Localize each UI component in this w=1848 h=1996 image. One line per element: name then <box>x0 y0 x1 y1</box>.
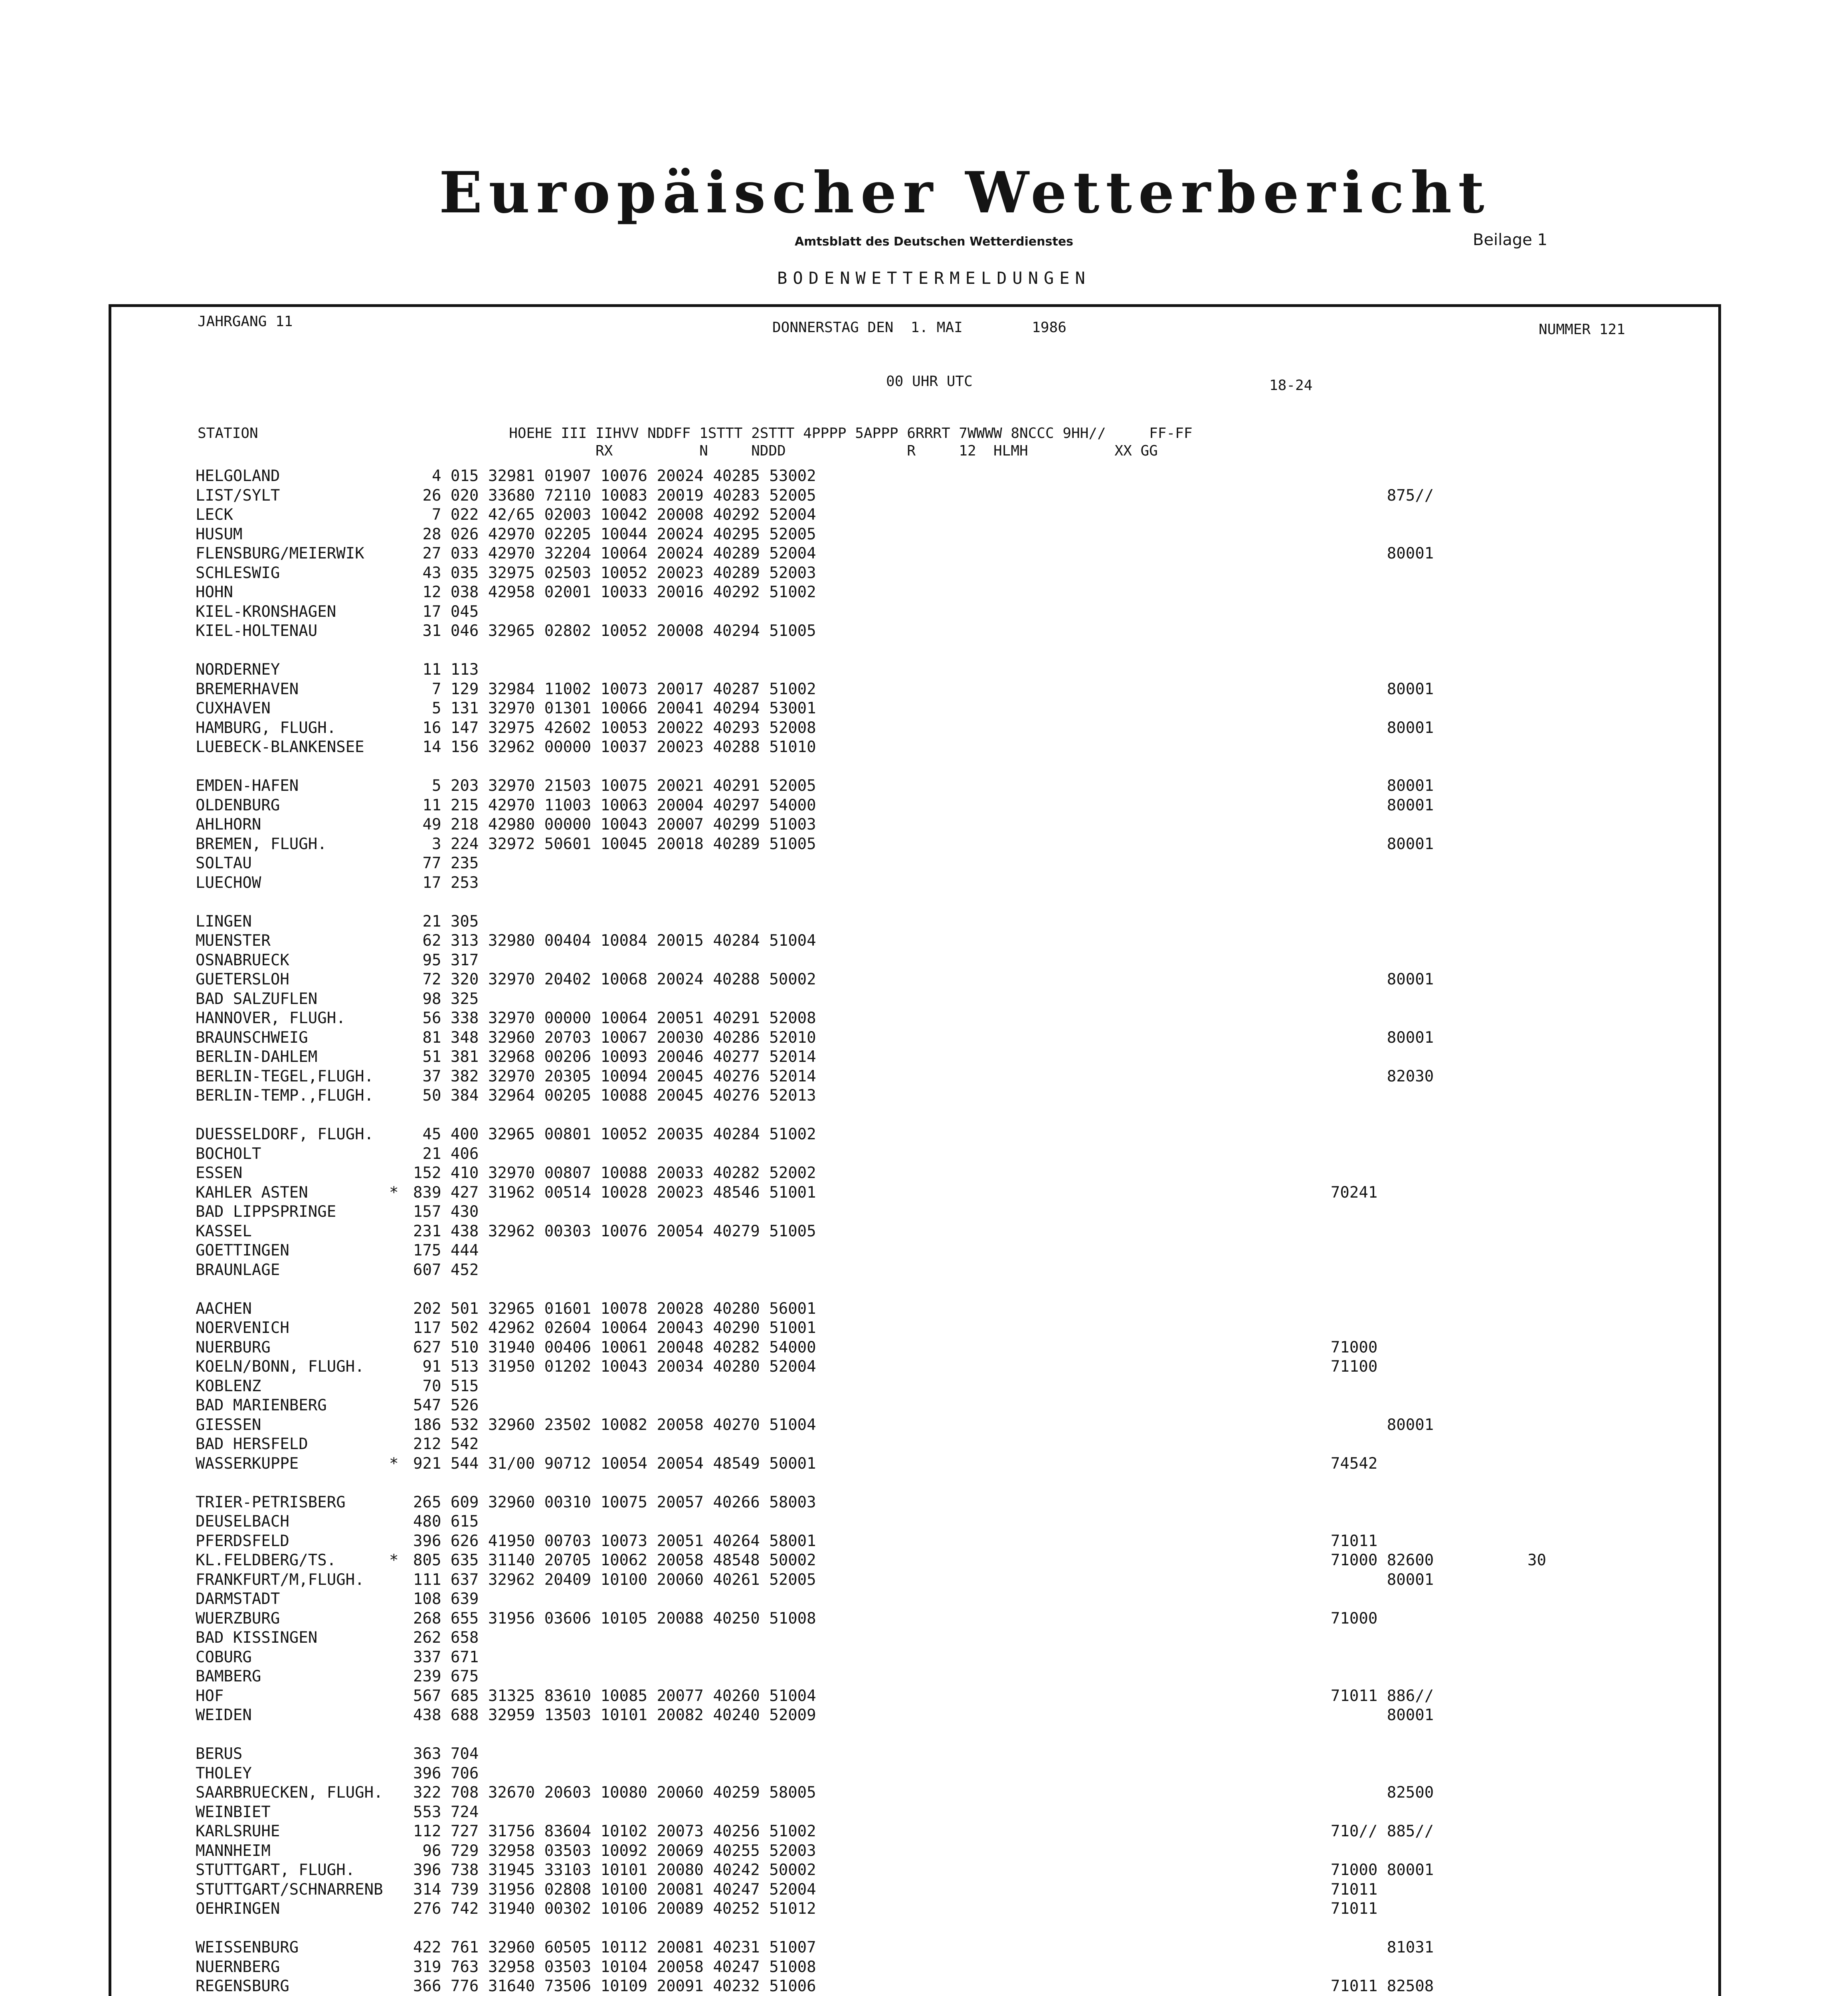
supplement-label: Beilage 1 <box>1473 231 1547 249</box>
station-name: KL.FELDBERG/TS. <box>196 1551 336 1569</box>
station-data: 839 427 31962 00514 10028 20023 48546 51001 <box>413 1183 816 1202</box>
station-name: KOBLENZ <box>196 1377 261 1395</box>
station-name: BAD KISSINGEN <box>196 1629 318 1647</box>
station-data: 51 381 32968 00206 10093 20046 40277 52014 <box>413 1048 816 1066</box>
station-data: 239 675 <box>413 1667 479 1685</box>
station-name: LECK <box>196 506 233 524</box>
column-header-line2: RX N NDDD R 12 HLMH XX GG <box>198 443 1158 459</box>
station-extra-groups: 71011 <box>1293 1880 1378 1899</box>
station-name: BRAUNSCHWEIG <box>196 1028 308 1047</box>
station-name: MANNHEIM <box>196 1842 271 1860</box>
station-name: MUENSTER <box>196 932 271 950</box>
station-extra-groups: 81031 <box>1293 1939 1434 1956</box>
station-name: BERLIN-TEGEL,FLUGH. <box>196 1067 374 1085</box>
station-data: 111 637 32962 20409 10100 20060 40261 52005 <box>413 1570 816 1589</box>
station-name: BAD MARIENBERG <box>196 1396 327 1414</box>
station-extra-groups: 80001 <box>1293 777 1434 795</box>
station-name: CUXHAVEN <box>196 699 271 717</box>
station-extra-groups: 80001 <box>1293 1416 1434 1434</box>
station-name: LUECHOW <box>196 873 261 892</box>
station-extra-groups: 74542 <box>1293 1454 1378 1473</box>
station-name: WEISSENBURG <box>196 1939 299 1956</box>
station-name: BRAUNLAGE <box>196 1261 280 1279</box>
station-name: KIEL-KRONSHAGEN <box>196 602 336 621</box>
station-data: 72 320 32970 20402 10068 20024 40288 50002 <box>413 970 816 988</box>
station-data: 921 544 31/00 90712 10054 20054 48549 50001 <box>413 1454 816 1473</box>
station-data: 157 430 <box>413 1203 479 1221</box>
station-data: 28 026 42970 02205 10044 20024 40295 52005 <box>413 525 816 543</box>
station-extra-groups: 875// <box>1293 486 1434 505</box>
station-name: COBURG <box>196 1648 252 1666</box>
station-data: 12 038 42958 02001 10033 20016 40292 51002 <box>413 583 816 601</box>
station-extra-groups: 80001 <box>1293 1706 1434 1724</box>
station-name: STUTTGART/SCHNARRENB <box>196 1880 383 1899</box>
station-extra-groups: 71011 <box>1293 1532 1378 1550</box>
station-data: 5 131 32970 01301 10066 20041 40294 53001 <box>413 699 816 717</box>
mountain-station-marker: * <box>389 1454 399 1473</box>
station-data: 16 147 32975 42602 10053 20022 40293 52008 <box>413 719 816 737</box>
station-name: BAD LIPPSPRINGE <box>196 1203 336 1221</box>
station-data: 438 688 32959 13503 10101 20082 40240 52009 <box>413 1706 816 1724</box>
station-name: HOF <box>196 1687 224 1705</box>
station-name: OSNABRUECK <box>196 951 289 969</box>
station-name: OEHRINGEN <box>196 1900 280 1918</box>
station-data: 49 218 42980 00000 10043 20007 40299 51003 <box>413 816 816 834</box>
station-name: KOELN/BONN, FLUGH. <box>196 1358 364 1376</box>
station-data: 547 526 <box>413 1396 479 1414</box>
station-data: 175 444 <box>413 1242 479 1259</box>
station-data: 152 410 32970 00807 10088 20033 40282 52002 <box>413 1164 816 1182</box>
station-data: 96 729 32958 03503 10092 20069 40255 52003 <box>413 1842 816 1860</box>
station-name: BOCHOLT <box>196 1145 261 1163</box>
station-extra-groups: 80001 <box>1293 796 1434 814</box>
station-extra-groups: 80001 <box>1293 970 1434 988</box>
station-name: BERLIN-TEMP.,FLUGH. <box>196 1087 374 1105</box>
station-name: TRIER-PETRISBERG <box>196 1493 346 1511</box>
station-extra-groups: 71000 80001 <box>1293 1861 1434 1879</box>
station-name: KARLSRUHE <box>196 1822 280 1840</box>
station-data: 21 406 <box>413 1145 479 1163</box>
station-name: BREMERHAVEN <box>196 680 299 698</box>
station-name: LIST/SYLT <box>196 486 280 505</box>
station-name: KIEL-HOLTENAU <box>196 622 318 640</box>
station-data: 56 338 32970 00000 10064 20051 40291 52008 <box>413 1009 816 1027</box>
station-extra-groups: 71000 <box>1293 1609 1378 1628</box>
station-data: 17 045 <box>413 602 479 621</box>
station-data: 117 502 42962 02604 10064 20043 40290 51001 <box>413 1319 816 1337</box>
station-name: SCHLESWIG <box>196 564 280 582</box>
station-data: 319 763 32958 03503 10104 20058 40247 51008 <box>413 1958 816 1976</box>
station-data: 3 224 32972 50601 10045 20018 40289 51005 <box>413 835 816 853</box>
page-subtitle: Amtsblatt des Deutschen Wetterdienstes <box>794 235 1074 249</box>
station-extra-groups: 80001 <box>1293 835 1434 853</box>
station-data: 14 156 32962 00000 10037 20023 40288 51010 <box>413 738 816 756</box>
station-name: WEIDEN <box>196 1706 252 1724</box>
volume-label: JAHRGANG 11 <box>198 313 293 330</box>
station-name: KAHLER ASTEN <box>196 1183 308 1202</box>
station-extra-groups: 80001 <box>1293 680 1434 698</box>
station-extra-groups: 71000 82600 30 <box>1293 1551 1546 1569</box>
station-data: 396 626 41950 00703 10073 20051 40264 58001 <box>413 1532 816 1550</box>
station-name: WUERZBURG <box>196 1609 280 1628</box>
column-header-line1: STATION HOEHE III IIHVV NDDFF 1STTT 2STTT 4PPPP 5APPP 6RRRT 7WWWW 8NCCC 9HH// FF-FF <box>198 425 1193 442</box>
report-date: DONNERSTAG DEN 1. MAI 1986 <box>772 319 1066 336</box>
station-extra-groups: 70241 <box>1293 1183 1378 1202</box>
station-name: NOERVENICH <box>196 1319 289 1337</box>
station-name: WEINBIET <box>196 1803 271 1821</box>
station-data: 62 313 32980 00404 10084 20015 40284 51004 <box>413 932 816 950</box>
station-name: HANNOVER, FLUGH. <box>196 1009 346 1027</box>
station-name: BAMBERG <box>196 1667 261 1685</box>
station-data: 314 739 31956 02808 10100 20081 40247 52004 <box>413 1880 816 1899</box>
station-name: AACHEN <box>196 1299 252 1318</box>
station-name: BREMEN, FLUGH. <box>196 835 327 853</box>
station-name: SAARBRUECKEN, FLUGH. <box>196 1784 383 1802</box>
station-name: NUERNBERG <box>196 1958 280 1976</box>
station-extra-groups: 80001 <box>1293 719 1434 737</box>
station-extra-groups: 71100 <box>1293 1358 1378 1376</box>
station-name: FLENSBURG/MEIERWIK <box>196 545 364 562</box>
station-name: BERLIN-DAHLEM <box>196 1048 318 1066</box>
station-extra-groups: 82500 <box>1293 1784 1434 1802</box>
station-data: 202 501 32965 01601 10078 20028 40280 56001 <box>413 1299 816 1318</box>
station-data: 45 400 32965 00801 10052 20035 40284 51002 <box>413 1125 816 1143</box>
station-extra-groups: 71000 <box>1293 1338 1378 1356</box>
station-data: 627 510 31940 00406 10061 20048 40282 54000 <box>413 1338 816 1356</box>
station-data: 186 532 32960 23502 10082 20058 40270 51004 <box>413 1416 816 1434</box>
station-name: FRANKFURT/M,FLUGH. <box>196 1570 364 1589</box>
station-name: BAD SALZUFLEN <box>196 990 318 1008</box>
station-data: 77 235 <box>413 854 479 872</box>
station-name: HAMBURG, FLUGH. <box>196 719 336 737</box>
station-name: DARMSTADT <box>196 1590 280 1608</box>
station-data: 231 438 32962 00303 10076 20054 40279 51005 <box>413 1222 816 1240</box>
station-name: STUTTGART, FLUGH. <box>196 1861 355 1879</box>
station-name: OLDENBURG <box>196 796 280 814</box>
station-data: 27 033 42970 32204 10064 20024 40289 52004 <box>413 545 816 562</box>
station-name: ESSEN <box>196 1164 243 1182</box>
station-name: NUERBURG <box>196 1338 271 1356</box>
station-data: 322 708 32670 20603 10080 20060 40259 58005 <box>413 1784 816 1802</box>
observation-time: 00 UHR UTC <box>886 373 973 390</box>
station-data: 11 215 42970 11003 10063 20004 40297 54000 <box>413 796 816 814</box>
station-extra-groups: 82030 <box>1293 1067 1434 1085</box>
station-name: BAD HERSFELD <box>196 1435 308 1453</box>
station-name: REGENSBURG <box>196 1977 289 1995</box>
station-data: 396 738 31945 33103 10101 20080 40242 50002 <box>413 1861 816 1879</box>
station-name: EMDEN-HAFEN <box>196 777 299 795</box>
station-data: 7 022 42/65 02003 10042 20008 40292 52004 <box>413 506 816 524</box>
station-data: 98 325 <box>413 990 479 1008</box>
station-name: LUEBECK-BLANKENSEE <box>196 738 364 756</box>
station-name: SOLTAU <box>196 854 252 872</box>
station-data: 81 348 32960 20703 10067 20030 40286 52010 <box>413 1028 816 1047</box>
station-data: 276 742 31940 00302 10106 20089 40252 51012 <box>413 1900 816 1918</box>
station-data: 265 609 32960 00310 10075 20057 40266 58003 <box>413 1493 816 1511</box>
station-data: 37 382 32970 20305 10094 20045 40276 52014 <box>413 1067 816 1085</box>
station-data: 7 129 32984 11002 10073 20017 40287 51002 <box>413 680 816 698</box>
station-data: 21 305 <box>413 912 479 931</box>
station-data: 607 452 <box>413 1261 479 1279</box>
station-data: 268 655 31956 03606 10105 20088 40250 51008 <box>413 1609 816 1628</box>
station-name: GIESSEN <box>196 1416 261 1434</box>
station-data: 112 727 31756 83604 10102 20073 40256 51002 <box>413 1822 816 1840</box>
mountain-station-marker: * <box>389 1551 399 1569</box>
station-name: HUSUM <box>196 525 243 543</box>
station-data: 422 761 32960 60505 10112 20081 40231 51007 <box>413 1939 816 1956</box>
issue-number: NUMMER 121 <box>1539 321 1625 338</box>
section-title: BODENWETTERMELDUNGEN <box>777 268 1091 288</box>
station-data: 11 113 <box>413 661 479 679</box>
station-data: 5 203 32970 21503 10075 20021 40291 52005 <box>413 777 816 795</box>
station-data: 480 615 <box>413 1513 479 1531</box>
station-data: 17 253 <box>413 873 479 892</box>
station-name: HOHN <box>196 583 233 601</box>
station-extra-groups: 71011 886// <box>1293 1687 1434 1705</box>
station-extra-groups: 80001 <box>1293 1570 1434 1589</box>
station-name: PFERDSFELD <box>196 1532 289 1550</box>
station-extra-groups: 80001 <box>1293 545 1434 562</box>
station-name: BERUS <box>196 1745 243 1763</box>
station-extra-groups: 710// 885// <box>1293 1822 1434 1840</box>
station-extra-groups: 80001 <box>1293 1028 1434 1047</box>
page-title: Europäischer Wetterbericht <box>439 160 1491 226</box>
station-name: AHLHORN <box>196 816 261 834</box>
station-data: 26 020 33680 72110 10083 20019 40283 52005 <box>413 486 816 505</box>
station-name: WASSERKUPPE <box>196 1454 299 1473</box>
station-extra-groups: 71011 82508 <box>1293 1977 1434 1995</box>
station-data: 567 685 31325 83610 10085 20077 40260 51004 <box>413 1687 816 1705</box>
station-name: THOLEY <box>196 1764 252 1782</box>
station-data: 4 015 32981 01907 10076 20024 40285 53002 <box>413 467 816 485</box>
station-data: 337 671 <box>413 1648 479 1666</box>
period-label: 18-24 <box>1269 377 1313 394</box>
station-data: 805 635 31140 20705 10062 20058 48548 50002 <box>413 1551 816 1569</box>
station-name: LINGEN <box>196 912 252 931</box>
station-name: GUETERSLOH <box>196 970 289 988</box>
station-data: 108 639 <box>413 1590 479 1608</box>
station-name: NORDERNEY <box>196 661 280 679</box>
station-data: 396 706 <box>413 1764 479 1782</box>
station-data: 363 704 <box>413 1745 479 1763</box>
station-data: 43 035 32975 02503 10052 20023 40289 52003 <box>413 564 816 582</box>
station-extra-groups: 71011 <box>1293 1900 1378 1918</box>
station-name: KASSEL <box>196 1222 252 1240</box>
station-name: HELGOLAND <box>196 467 280 485</box>
station-data: 95 317 <box>413 951 479 969</box>
station-data: 553 724 <box>413 1803 479 1821</box>
station-name: GOETTINGEN <box>196 1242 289 1259</box>
station-data: 262 658 <box>413 1629 479 1647</box>
station-name: DEUSELBACH <box>196 1513 289 1531</box>
station-data: 70 515 <box>413 1377 479 1395</box>
station-data: 31 046 32965 02802 10052 20008 40294 51005 <box>413 622 816 640</box>
station-data: 91 513 31950 01202 10043 20034 40280 52004 <box>413 1358 816 1376</box>
station-data: 366 776 31640 73506 10109 20091 40232 51006 <box>413 1977 816 1995</box>
mountain-station-marker: * <box>389 1183 399 1202</box>
station-name: DUESSELDORF, FLUGH. <box>196 1125 374 1143</box>
station-data: 212 542 <box>413 1435 479 1453</box>
station-data: 50 384 32964 00205 10088 20045 40276 52013 <box>413 1087 816 1105</box>
